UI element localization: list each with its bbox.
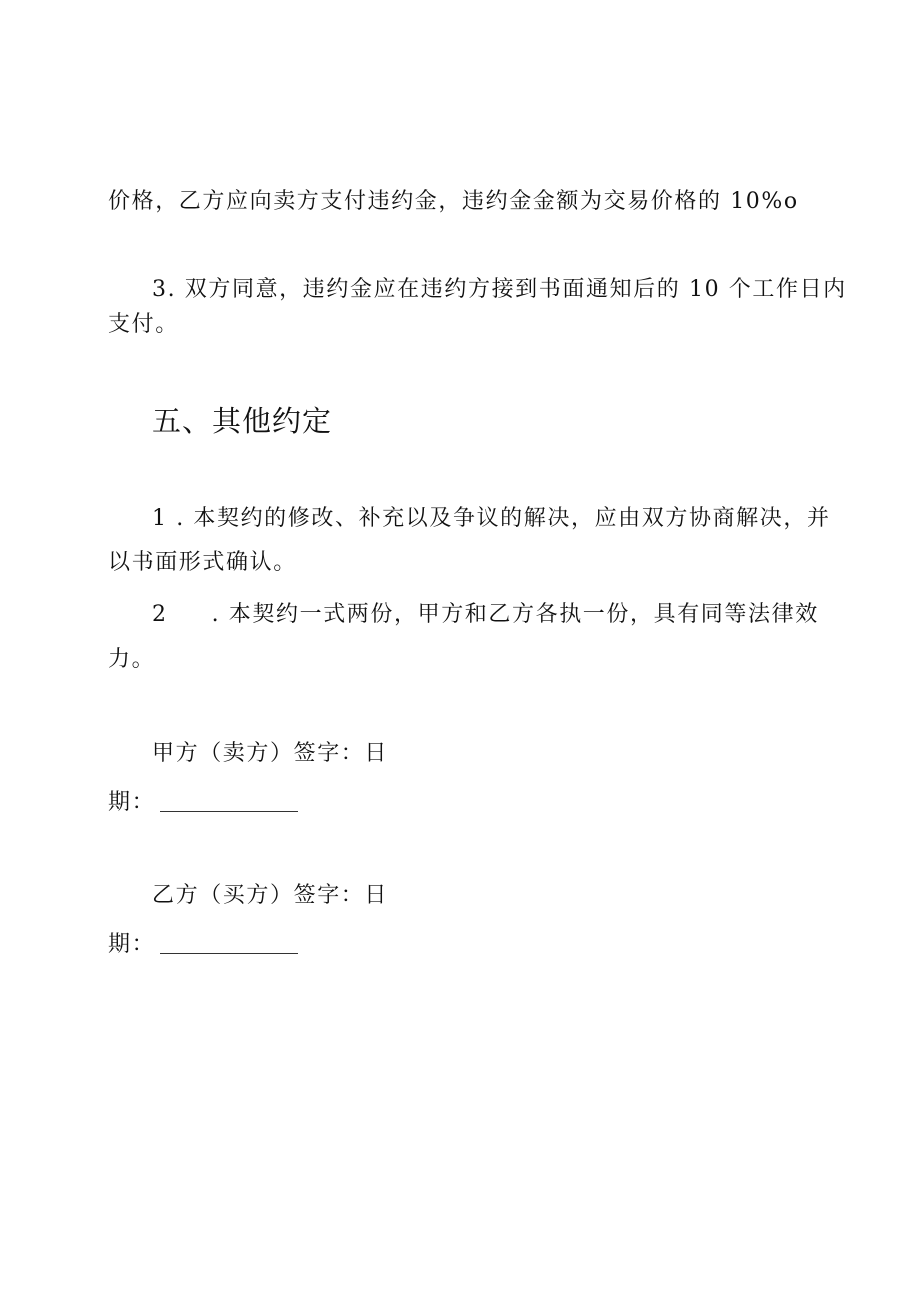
party-a-signature-label: 甲方（卖方）签字：日: [152, 741, 389, 766]
penalty-paragraph-2-line-2: 支付。: [108, 312, 179, 337]
party-b-signature-label: 乙方（买方）签字：日: [152, 883, 389, 908]
clause-2-number: 2: [152, 602, 168, 627]
penalty-paragraph-line-1: 价格，乙方应向卖方支付违约金，违约金金额为交易价格的 10%o: [108, 189, 799, 214]
party-a-date-blank-line[interactable]: [160, 811, 298, 812]
clause-2-text: . 本契约一式两份，甲方和乙方各执一份，具有同等法律效: [211, 602, 819, 627]
clause-1-line-2: 以书面形式确认。: [108, 550, 297, 575]
section-title-other-agreements: 五、其他约定: [152, 404, 333, 438]
penalty-paragraph-2-line-1: 3. 双方同意，违约金应在违约方接到书面通知后的 10 个工作日内: [152, 277, 847, 302]
party-b-date-label: 期：: [108, 932, 156, 957]
clause-2-line-1: [152, 604, 819, 626]
party-a-date-label: 期：: [108, 790, 156, 815]
clause-1-line-1: 1 . 本契约的修改、补充以及争议的解决，应由双方协商解决，并: [152, 506, 831, 531]
party-b-date-blank-line[interactable]: [160, 953, 298, 954]
clause-2-line-2: 力。: [108, 647, 156, 672]
